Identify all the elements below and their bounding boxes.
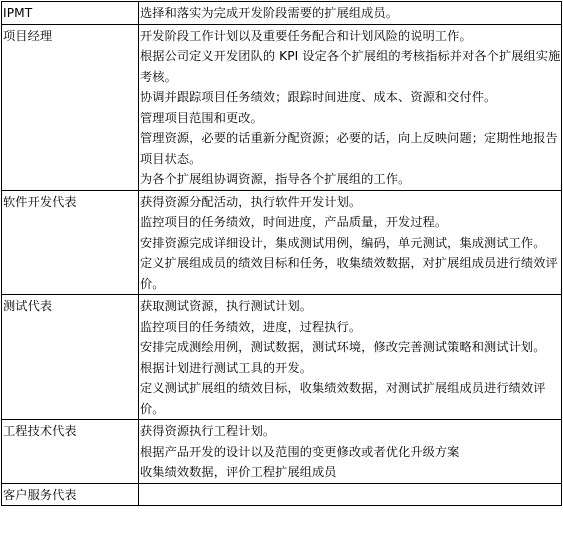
role-cell: 项目经理	[2, 24, 139, 190]
duties-cell	[139, 190, 562, 295]
duty-text: 监控项目的任务绩效，进度，过程执行。	[140, 319, 362, 334]
duties-cell	[139, 420, 562, 484]
duty-text: 安排完成测绘用例，测试数据，测试环境，修改完善测试策略和测试计划。	[140, 340, 546, 354]
role-cell: 客户服务代表	[2, 483, 139, 506]
table-row	[2, 420, 562, 484]
table-row	[2, 2, 562, 25]
duty-text: 获得资源分配活动，执行软件开发计划。	[140, 194, 362, 209]
duty-text: 定义测试扩展组的绩效目标，收集绩效数据，对测试扩展组成员进行绩效评价。	[140, 381, 546, 416]
duty-text: 为各个扩展组协调资源，指导各个扩展组的工作。	[140, 172, 411, 186]
role-cell: 软件开发代表	[2, 190, 139, 295]
duty-text: 管理资源，必要的话重新分配资源；必要的话，向上反映问题；定期性地报告项目状态。	[140, 131, 558, 166]
duties-cell	[139, 2, 562, 25]
duty-text: 选择和落实为完成开发阶段需要的扩展组成员。	[140, 6, 399, 20]
table-row	[2, 24, 562, 190]
duties-cell	[139, 483, 562, 506]
duties-cell	[139, 24, 562, 190]
duty-text: 监控项目的任务绩效，时间进度，产品质量，开发过程。	[140, 215, 448, 229]
duty-text: 安排资源完成详细设计，集成测试用例，编码，单元测试，集成测试工作。	[140, 235, 546, 250]
duty-text: 收集绩效数据，评价工程扩展组成员	[140, 465, 337, 479]
duty-text: 根据计划进行测试工具的开发。	[140, 360, 313, 375]
roles-table	[1, 1, 562, 506]
duty-text: 开发阶段工作计划以及重要任务配合和计划风险的说明工作。	[140, 28, 472, 43]
table-row	[2, 190, 562, 295]
role-cell: 测试代表	[2, 295, 139, 420]
duties-cell	[139, 295, 562, 420]
duty-text: 管理项目范围和更改。	[140, 110, 263, 125]
table-row	[2, 295, 562, 420]
duty-text: 根据公司定义开发团队的 KPI 设定各个扩展组的考核指标并对各个扩展组实施考核。	[140, 49, 561, 84]
duty-text: 获得资源执行工程计划。	[140, 424, 276, 438]
role-cell: IPMT	[2, 2, 139, 25]
duty-text: 协调并跟踪项目任务绩效；跟踪时间进度、成本、资源和交付件。	[140, 90, 497, 104]
table-row	[2, 483, 562, 506]
duty-text: 获取测试资源，执行测试计划。	[140, 299, 313, 313]
duty-text: 定义扩展组成员的绩效目标和任务，收集绩效数据，对扩展组成员进行绩效评价。	[140, 256, 558, 291]
duty-text: 根据产品开发的设计以及范围的变更修改或者优化升级方案	[140, 444, 460, 459]
role-cell: 工程技术代表	[2, 420, 139, 484]
